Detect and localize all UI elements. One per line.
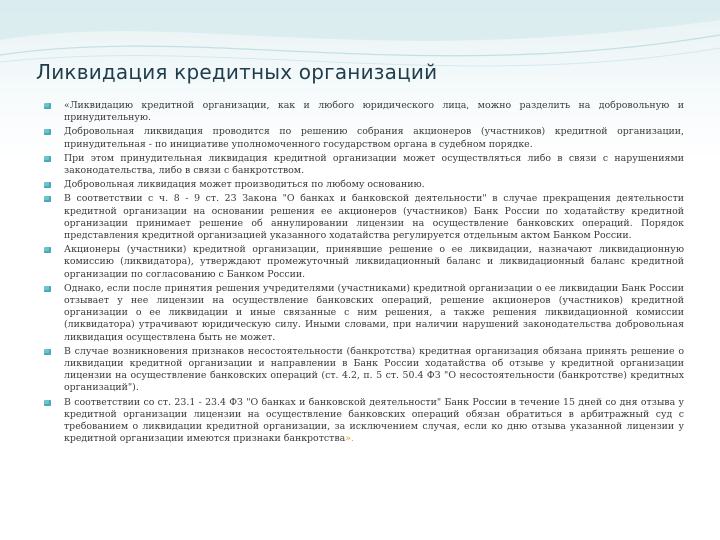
list-item — [44, 126, 684, 150]
bullet-text: В соответствии со ст. 23.1 - 23.4 ФЗ "О банках и банковской деятельности" Банк России в течение 15 дней со дня отзыва у кредитной организации лицензии на осуществление банковских операций обязан обратиться в арбитражный суд с требованием о ликвидации кредитной организации, за исключением случая, если ко дню отзыва указанной лицензии у кредитной организации имеются признаки банкротства — [64, 396, 684, 445]
footnote-link[interactable]: ». — [345, 433, 354, 445]
bullet-text: Добровольная ликвидация проводится по решению собрания акционеров (участников) кредитной организации, принудительная - по инициативе уполномоченного государством органа в судебном порядке. — [64, 126, 684, 150]
list-item — [44, 193, 684, 242]
bullet-list — [44, 100, 684, 447]
list-item — [44, 153, 684, 177]
bullet-text: В случае возникновения признаков несостоятельности (банкротства) кредитная организация обязана принять решение о ликвидации кредитной организации и направлении в Банк России ходатайства об отзыве у кредитной организации лицензии на осуществление банковских операций (ст. 4.2, п. 5 ст. 50.4 ФЗ "О несостоятельности (банкротстве) кредитных организаций"). — [64, 345, 684, 394]
bullet-text: Однако, если после принятия решения учредителями (участниками) кредитной организации о ее ликвидации Банк России отзывает у нее лицензии на осуществление банковских операций, решение акционеров (участников) кредитной организации о ее ликвидации и иные связанные с ним решения, а также решения ликвидационной комиссии (ликвидатора) утрачивают юридическую силу. Иными словами, при наличии нарушений законодательства добровольная ликвидация осуществлена быть не может. — [64, 282, 684, 343]
list-item — [44, 244, 684, 281]
bullet-icon — [44, 247, 51, 253]
bullet-text: В соответствии с ч. 8 - 9 ст. 23 Закона "О банках и банковской деятельности" в случае прекращения деятельности кредитной организации на основании решения ее акционеров (участников) Банк России по ходатайству кредитной организации принимает решение об аннулировании лицензии на осуществление банковских операций. Порядок представления кредитной организацией указанного ходатайства регулируется отдельным актом Банком России. — [64, 193, 684, 242]
bullet-icon — [44, 156, 51, 162]
bullet-icon — [44, 286, 51, 292]
bullet-text: «Ликвидацию кредитной организации, как и любого юридического лица, можно разделить на добровольную и принудительную. — [64, 100, 684, 124]
list-item — [44, 179, 684, 191]
bullet-text: Акционеры (участники) кредитной организации, принявшие решение о ее ликвидации, назначают ликвидационную комиссию (ликвидатора), утверждают промежуточный ликвидационный баланс и ликвидационный баланс кредитной организации по согласованию с Банком России. — [64, 244, 684, 280]
bullet-text: При этом принудительная ликвидация кредитной организации может осуществляться либо в связи с нарушениями законодательства, либо в связи с банкротством. — [64, 152, 684, 177]
list-item — [44, 283, 684, 344]
bullet-icon — [44, 349, 51, 355]
bullet-icon — [44, 196, 51, 202]
list-item — [44, 100, 684, 124]
list-item — [44, 397, 684, 446]
slide-title: Ликвидация кредитных организаций — [36, 60, 438, 84]
bullet-icon — [44, 103, 51, 109]
bullet-icon — [44, 129, 51, 135]
bullet-text: Добровольная ликвидация может производиться по любому основанию. — [64, 179, 425, 191]
list-item — [44, 346, 684, 395]
header-wave-decoration — [0, 0, 720, 110]
bullet-icon — [44, 400, 51, 406]
bullet-icon — [44, 182, 51, 188]
